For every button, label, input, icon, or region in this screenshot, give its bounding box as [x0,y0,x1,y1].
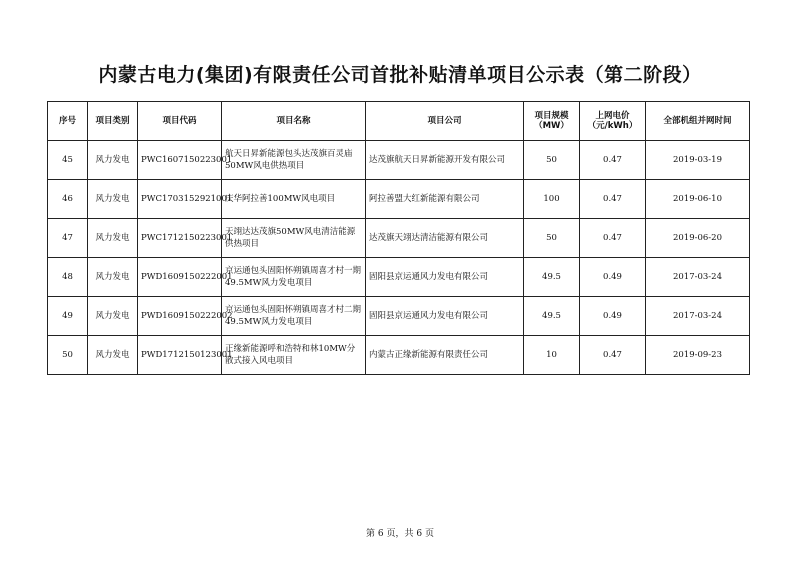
cell-price: 0.47 [580,180,646,219]
table-row [48,297,750,336]
cell-grid-time: 2019-03-19 [646,141,750,180]
cell-company: 达茂旗航天日昇新能源开发有限公司 [366,141,524,180]
table-row [48,219,750,258]
cell-price: 0.47 [580,219,646,258]
cell-name: 天翊达达茂旗50MW风电清洁能源供热项目 [222,219,366,258]
header-company: 项目公司 [366,102,524,141]
table-header-row [48,102,750,141]
page-title: 内蒙古电力(集团)有限责任公司首批补贴清单项目公示表（第二阶段） [98,64,702,86]
header-name: 项目名称 [222,102,366,141]
cell-code: PWC1607150223001 [138,141,222,180]
header-capacity: 项目规模 （MW） [524,102,580,141]
table-row [48,258,750,297]
cell-category: 风力发电 [88,141,138,180]
cell-capacity: 100 [524,180,580,219]
page-footer: 第 6 页，共 6 页 [366,529,434,539]
cell-grid-time: 2019-06-10 [646,180,750,219]
header-price: 上网电价 （元/kWh） [580,102,646,141]
cell-index: 48 [48,258,88,297]
project-table [47,101,750,375]
header-index: 序号 [48,102,88,141]
cell-name: 正缘新能源呼和浩特和林10MW分散式接入风电项目 [222,336,366,375]
table-row [48,336,750,375]
cell-price: 0.47 [580,141,646,180]
cell-index: 47 [48,219,88,258]
table-row [48,180,750,219]
cell-index: 46 [48,180,88,219]
cell-capacity: 10 [524,336,580,375]
header-category: 项目类别 [88,102,138,141]
header-grid-time: 全部机组并网时间 [646,102,750,141]
cell-name: 京运通包头固阳怀朔镇周喜才村一期49.5MW风力发电项目 [222,258,366,297]
cell-category: 风力发电 [88,180,138,219]
cell-category: 风力发电 [88,258,138,297]
cell-category: 风力发电 [88,219,138,258]
cell-code: PWD1609150222002 [138,297,222,336]
cell-category: 风力发电 [88,336,138,375]
cell-category: 风力发电 [88,297,138,336]
cell-price: 0.49 [580,297,646,336]
cell-company: 内蒙古正缘新能源有限责任公司 [366,336,524,375]
cell-grid-time: 2017-03-24 [646,297,750,336]
cell-company: 阿拉善盟大红新能源有限公司 [366,180,524,219]
cell-capacity: 50 [524,219,580,258]
cell-grid-time: 2017-03-24 [646,258,750,297]
cell-company: 达茂旗天翊达清洁能源有限公司 [366,219,524,258]
cell-index: 45 [48,141,88,180]
cell-code: PWD1609150222001 [138,258,222,297]
cell-capacity: 49.5 [524,297,580,336]
cell-company: 固阳县京运通风力发电有限公司 [366,297,524,336]
cell-index: 49 [48,297,88,336]
cell-company: 固阳县京运通风力发电有限公司 [366,258,524,297]
cell-name: 京运通包头固阳怀朔镇周喜才村二期49.5MW风力发电项目 [222,297,366,336]
cell-name: 航天日昇新能源包头达茂旗百灵庙50MW风电供热项目 [222,141,366,180]
cell-index: 50 [48,336,88,375]
cell-capacity: 50 [524,141,580,180]
header-code: 项目代码 [138,102,222,141]
cell-capacity: 49.5 [524,258,580,297]
cell-code: PWC1703152921001 [138,180,222,219]
cell-code: PWC1712150223001 [138,219,222,258]
cell-name: 庆华阿拉善100MW风电项目 [222,180,366,219]
cell-price: 0.49 [580,258,646,297]
cell-price: 0.47 [580,336,646,375]
cell-code: PWD1712150123001 [138,336,222,375]
cell-grid-time: 2019-06-20 [646,219,750,258]
table-row [48,141,750,180]
cell-grid-time: 2019-09-23 [646,336,750,375]
